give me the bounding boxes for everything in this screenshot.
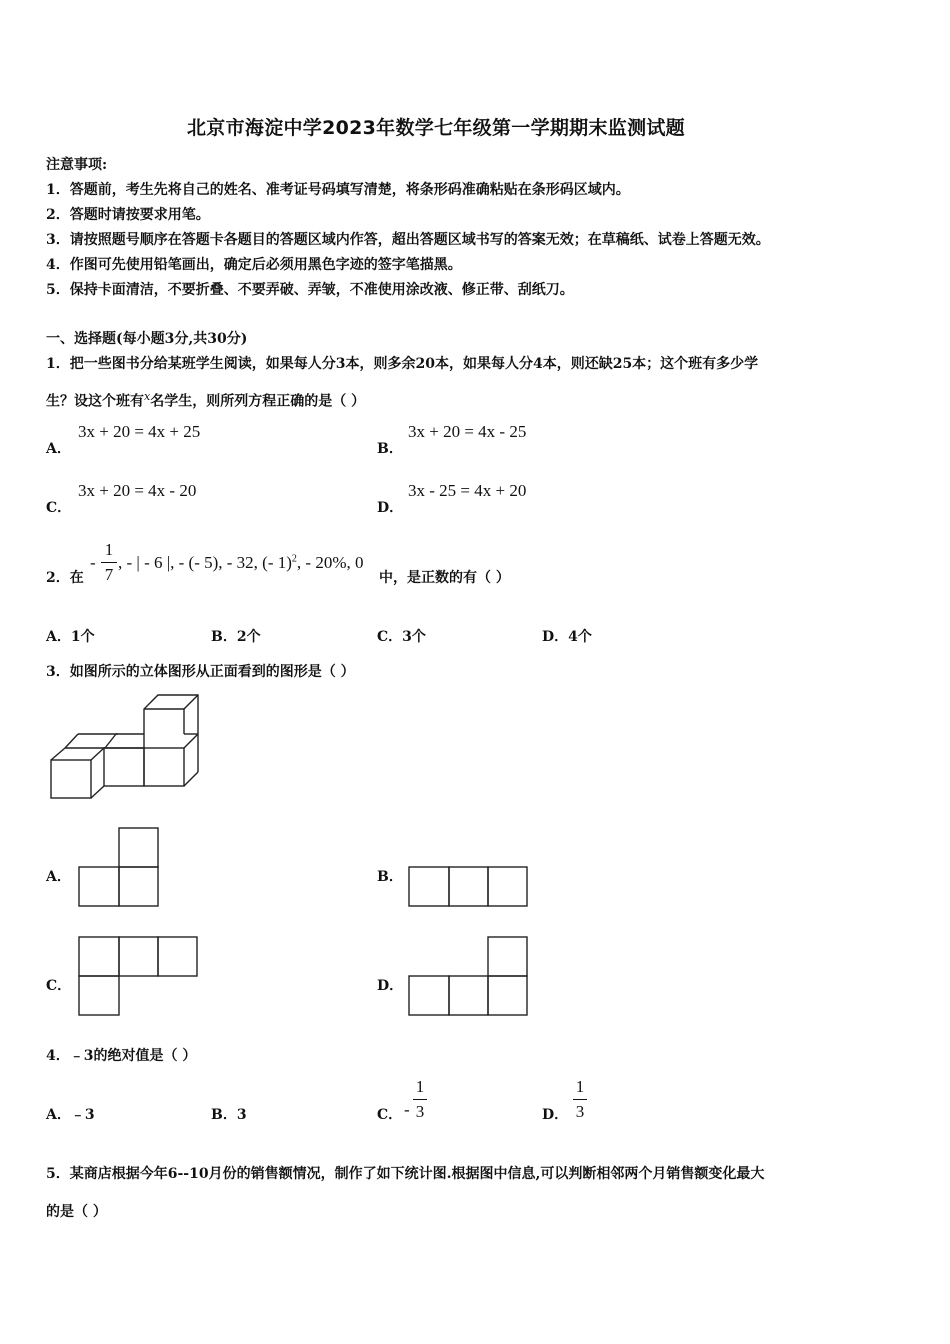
q1-option-c-label: C． bbox=[46, 500, 72, 516]
q1-option-d-label: D． bbox=[377, 500, 404, 516]
q4-option-c-sign: - bbox=[404, 1100, 410, 1119]
q2-prefix: 2．在 bbox=[46, 570, 84, 586]
q3-option-d-figure bbox=[408, 936, 530, 1018]
q1-text-line2: 生？设这个班有$^x$名学生，则所列方程正确的是（ ） bbox=[46, 390, 366, 410]
q3-text: 3．如图所示的立体图形从正面看到的图形是（ ） bbox=[46, 664, 355, 680]
q1-option-b-expr: 3x + 20 = 4x - 25 bbox=[408, 422, 527, 441]
q2-suffix: 中，是正数的有（ ） bbox=[379, 570, 510, 586]
q1-option-d-expr: 3x - 25 = 4x + 20 bbox=[408, 481, 527, 500]
notice-item-4: 4．作图可先使用铅笔画出，确定后必须用黑色字迹的签字笔描黑。 bbox=[46, 257, 462, 273]
q4-option-d-label: D． bbox=[542, 1107, 569, 1123]
q3-option-d-label: D． bbox=[377, 978, 404, 994]
q4-text: 4．﹣3的绝对值是（ ） bbox=[46, 1048, 197, 1064]
section-heading: 一、选择题(每小题3分,共30分) bbox=[46, 331, 248, 347]
q2-option-c: C．3个 bbox=[377, 629, 426, 645]
q1-option-a-label: A． bbox=[46, 441, 71, 457]
q1-option-c-expr: 3x + 20 = 4x - 20 bbox=[78, 481, 197, 500]
q3-option-b-figure bbox=[408, 866, 530, 909]
q3-option-c-label: C． bbox=[46, 978, 72, 994]
notice-item-3: 3．请按照题号顺序在答题卡各题目的答题区域内作答，超出答题区域书写的答案无效；在草稿纸、试卷上答题无效。 bbox=[46, 232, 770, 248]
q2-option-a: A．1个 bbox=[46, 629, 95, 645]
q4-option-c-label: C． bbox=[377, 1107, 403, 1123]
q5-text-line1: 5．某商店根据今年6--10月份的销售额情况，制作了如下统计图.根据图中信息,可以判断相邻两个月销售额变化最大 bbox=[46, 1166, 765, 1182]
q3-option-a-label: A． bbox=[46, 869, 71, 885]
q4-option-d-fraction: 1 3 bbox=[573, 1077, 587, 1122]
notice-item-2: 2．答题时请按要求用笔。 bbox=[46, 207, 210, 223]
notice-item-1: 1．答题前，考生先将自己的姓名、准考证号码填写清楚，将条形码准确粘贴在条形码区域内。 bbox=[46, 182, 630, 198]
q1-option-a-expr: 3x + 20 = 4x + 25 bbox=[78, 422, 201, 441]
q5-text-line2: 的是（ ） bbox=[46, 1204, 107, 1220]
notice-item-5: 5．保持卡面清洁，不要折叠、不要弄破、弄皱，不准使用涂改液、修正带、刮纸刀。 bbox=[46, 282, 574, 298]
q2-frac-sign: - bbox=[90, 553, 96, 572]
q2-option-b: B．2个 bbox=[211, 629, 261, 645]
q4-option-a: A．﹣3 bbox=[46, 1107, 95, 1123]
q2-frac-den: 7 bbox=[104, 565, 114, 584]
q1-option-b-label: B． bbox=[377, 441, 403, 457]
q3-option-c-figure bbox=[78, 936, 200, 1018]
q1-text-line1: 1．把一些图书分给某班学生阅读，如果每人分3本，则多余20本，如果每人分4本，则还缺25本；这个班有多少学 bbox=[46, 356, 759, 372]
q1-variable: x bbox=[144, 390, 151, 403]
q3-solid-figure bbox=[46, 690, 206, 802]
q2-frac-num: 1 bbox=[104, 540, 114, 559]
q2-expression: , - | - 6 |, - (- 5), - 32, (- 1)$^2$, - 20%, 0 bbox=[118, 553, 364, 572]
notice-heading: 注意事项: bbox=[46, 157, 108, 173]
q4-option-b: B．3 bbox=[211, 1107, 247, 1123]
q3-option-a-figure bbox=[78, 827, 160, 909]
q2-fraction bbox=[101, 540, 117, 585]
q3-option-b-label: B． bbox=[377, 869, 403, 885]
q2-option-d: D．4个 bbox=[542, 629, 592, 645]
q4-option-c-fraction: 1 3 bbox=[413, 1077, 427, 1122]
page-title: 北京市海淀中学2023年数学七年级第一学期期末监测试题 bbox=[187, 117, 685, 139]
